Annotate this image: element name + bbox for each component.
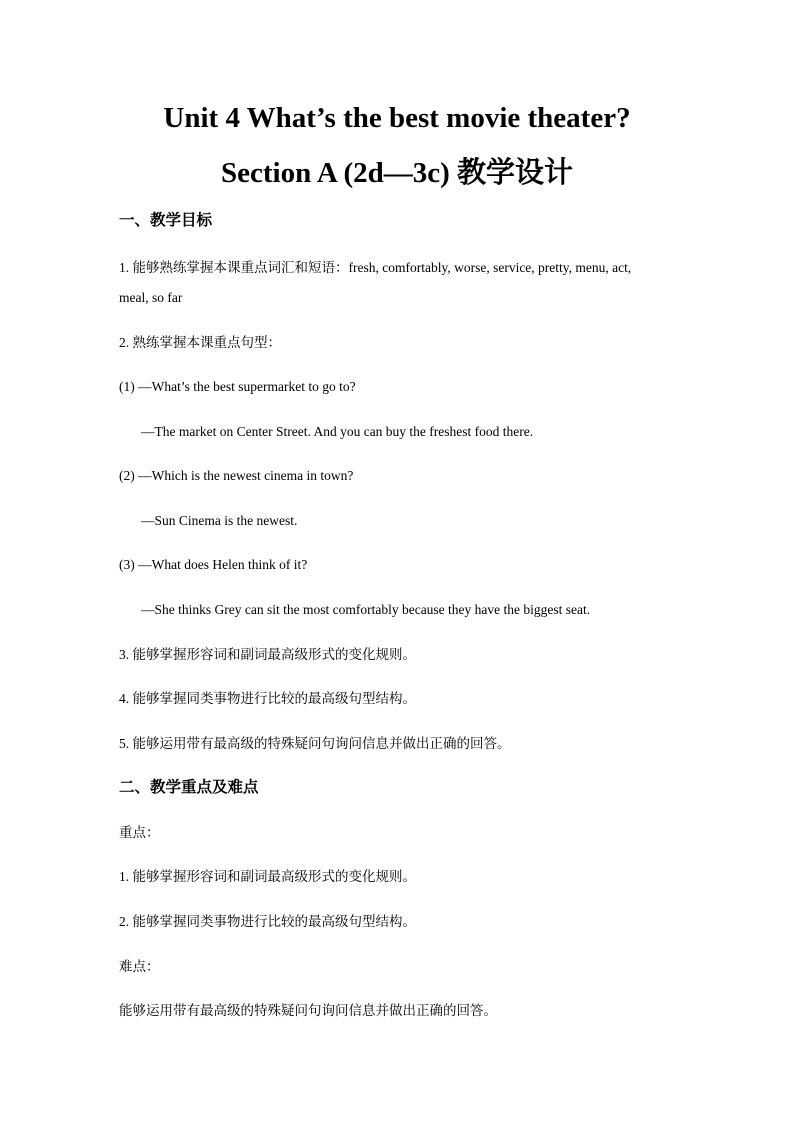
objective-item-1: 1. 能够熟练掌握本课重点词汇和短语：fresh, comfortably, worse, service, pretty, menu, act,	[119, 260, 632, 275]
dialog-answer-2: —Sun Cinema is the newest.	[141, 513, 298, 528]
section-heading-objectives: 一、教学目标	[119, 212, 213, 229]
section-heading-key-points: 二、教学重点及难点	[119, 779, 259, 796]
dialog-question-2: (2) —Which is the newest cinema in town?	[119, 468, 354, 483]
key-point-item-1: 1. 能够掌握形容词和副词最高级形式的变化规则。	[119, 869, 416, 884]
objective-item-1-continued: meal, so far	[119, 290, 183, 305]
document-subtitle: Section A (2d—3c) 教学设计	[220, 157, 574, 189]
dialog-question-1: (1) —What’s the best supermarket to go to?	[119, 379, 356, 394]
key-point-item-2: 2. 能够掌握同类事物进行比较的最高级句型结构。	[119, 914, 416, 929]
objective-item-5: 5. 能够运用带有最高级的特殊疑问句询问信息并做出正确的回答。	[119, 736, 511, 751]
objective-item-2: 2. 熟练掌握本课重点句型：	[119, 335, 281, 350]
dialog-answer-1: —The market on Center Street. And you can buy the freshest food there.	[141, 424, 534, 439]
dialog-question-3: (3) —What does Helen think of it?	[119, 557, 308, 572]
objective-item-3: 3. 能够掌握形容词和副词最高级形式的变化规则。	[119, 647, 416, 662]
objective-item-4: 4. 能够掌握同类事物进行比较的最高级句型结构。	[119, 691, 416, 706]
difficult-point-text: 能够运用带有最高级的特殊疑问句询问信息并做出正确的回答。	[119, 1003, 497, 1018]
document-title: Unit 4 What’s the best movie theater?	[163, 102, 631, 134]
dialog-answer-3: —She thinks Grey can sit the most comfortably because they have the biggest seat.	[141, 602, 591, 617]
key-points-label: 重点：	[119, 825, 160, 840]
difficult-points-label: 难点：	[119, 959, 160, 974]
